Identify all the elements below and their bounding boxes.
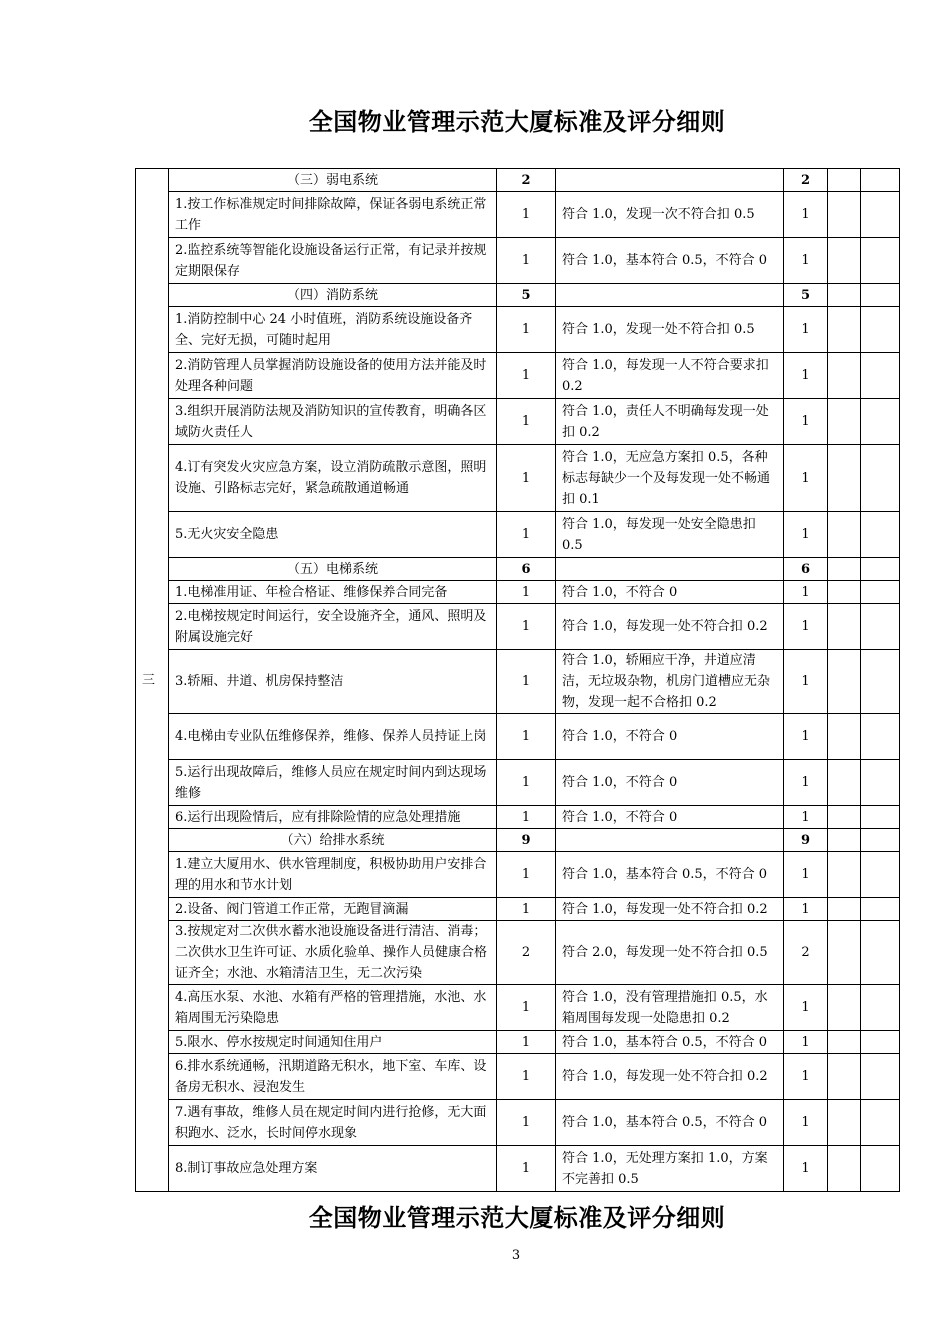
criteria-text: 符合 1.0，不符合 0 — [556, 806, 784, 829]
category-title: （三）弱电系统 — [169, 169, 497, 192]
item-points: 1 — [497, 760, 556, 806]
item-points: 1 — [497, 581, 556, 604]
table-row — [136, 604, 900, 650]
item-text: 6.排水系统通畅，汛期道路无积水，地下室、车库、设备房无积水、浸泡发生 — [169, 1054, 497, 1100]
blank-cell-1 — [828, 1031, 861, 1054]
category-points: 2 — [497, 169, 556, 192]
item-score: 1 — [784, 806, 828, 829]
table-row — [136, 852, 900, 898]
blank-cell-1 — [828, 307, 861, 353]
item-points: 1 — [497, 852, 556, 898]
blank-cell-1 — [828, 399, 861, 445]
blank-cell-2 — [861, 985, 900, 1031]
criteria-text: 符合 1.0，每发现一处不符合扣 0.2 — [556, 898, 784, 921]
criteria-text: 符合 1.0，每发现一处不符合扣 0.2 — [556, 604, 784, 650]
item-score: 1 — [784, 192, 828, 238]
section-header-row — [136, 169, 900, 192]
item-score: 1 — [784, 353, 828, 399]
blank-cell-2 — [861, 1054, 900, 1100]
blank-cell-1 — [828, 650, 861, 714]
item-points: 2 — [497, 921, 556, 985]
table-row — [136, 581, 900, 604]
criteria-cell — [556, 829, 784, 852]
table-row — [136, 307, 900, 353]
item-text: 2.监控系统等智能化设施设备运行正常，有记录并按规定期限保存 — [169, 238, 497, 284]
table-row — [136, 1031, 900, 1054]
criteria-text: 符合 1.0，基本符合 0.5，不符合 0 — [556, 1031, 784, 1054]
blank-cell-1 — [828, 353, 861, 399]
criteria-text: 符合 1.0，没有管理措施扣 0.5，水箱周围每发现一处隐患扣 0.2 — [556, 985, 784, 1031]
table-row — [136, 921, 900, 985]
criteria-text: 符合 1.0，无处理方案扣 1.0，方案不完善扣 0.5 — [556, 1146, 784, 1192]
item-text: 1.按工作标准规定时间排除故障，保证各弱电系统正常工作 — [169, 192, 497, 238]
blank-cell-2 — [861, 650, 900, 714]
blank-cell-2 — [861, 284, 900, 307]
blank-cell-1 — [828, 558, 861, 581]
item-score: 1 — [784, 445, 828, 512]
criteria-text: 符合 1.0，基本符合 0.5，不符合 0 — [556, 238, 784, 284]
criteria-text: 符合 1.0，每发现一人不符合要求扣 0.2 — [556, 353, 784, 399]
item-score: 1 — [784, 512, 828, 558]
item-score: 1 — [784, 852, 828, 898]
criteria-text: 符合 1.0，轿厢应干净，井道应清洁，无垃圾杂物，机房门道槽应无杂物，发现一起不合格扣 0.2 — [556, 650, 784, 714]
blank-cell-1 — [828, 898, 861, 921]
item-text: 1.建立大厦用水、供水管理制度，积极协助用户安排合理的用水和节水计划 — [169, 852, 497, 898]
blank-cell-1 — [828, 1054, 861, 1100]
blank-cell-2 — [861, 512, 900, 558]
table-row — [136, 760, 900, 806]
criteria-text: 符合 2.0，每发现一处不符合扣 0.5 — [556, 921, 784, 985]
item-points: 1 — [497, 307, 556, 353]
category-title: （四）消防系统 — [169, 284, 497, 307]
blank-cell-1 — [828, 1100, 861, 1146]
item-points: 1 — [497, 238, 556, 284]
blank-cell-2 — [861, 238, 900, 284]
item-text: 8.制订事故应急处理方案 — [169, 1146, 497, 1192]
item-text: 3.按规定对二次供水蓄水池设施设备进行清洁、消毒；二次供水卫生许可证、水质化验单、操作人员健康合格证齐全；水池、水箱清洁卫生，无二次污染 — [169, 921, 497, 985]
blank-cell-2 — [861, 714, 900, 760]
blank-cell-2 — [861, 169, 900, 192]
item-score: 1 — [784, 714, 828, 760]
criteria-cell — [556, 284, 784, 307]
blank-cell-2 — [861, 353, 900, 399]
item-points: 1 — [497, 445, 556, 512]
item-score: 1 — [784, 604, 828, 650]
item-text: 3.组织开展消防法规及消防知识的宣传教育，明确各区域防火责任人 — [169, 399, 497, 445]
item-text: 3.轿厢、井道、机房保持整洁 — [169, 650, 497, 714]
table-row — [136, 353, 900, 399]
category-score: 2 — [784, 169, 828, 192]
item-points: 1 — [497, 604, 556, 650]
item-text: 1.电梯准用证、年检合格证、维修保养合同完备 — [169, 581, 497, 604]
blank-cell-1 — [828, 238, 861, 284]
item-points: 1 — [497, 806, 556, 829]
item-text: 2.电梯按规定时间运行，安全设施齐全，通风、照明及附属设施完好 — [169, 604, 497, 650]
blank-cell-1 — [828, 714, 861, 760]
blank-cell-2 — [861, 399, 900, 445]
item-score: 1 — [784, 760, 828, 806]
item-score: 1 — [784, 650, 828, 714]
table-row — [136, 806, 900, 829]
criteria-cell — [556, 169, 784, 192]
blank-cell-1 — [828, 169, 861, 192]
criteria-text: 符合 1.0，不符合 0 — [556, 581, 784, 604]
category-score: 6 — [784, 558, 828, 581]
blank-cell-2 — [861, 581, 900, 604]
section-header-row — [136, 284, 900, 307]
table-row — [136, 238, 900, 284]
blank-cell-1 — [828, 192, 861, 238]
blank-cell-1 — [828, 581, 861, 604]
table-row — [136, 714, 900, 760]
table-row — [136, 650, 900, 714]
table-row — [136, 445, 900, 512]
blank-cell-1 — [828, 760, 861, 806]
table-row — [136, 1054, 900, 1100]
table-row — [136, 192, 900, 238]
blank-cell-2 — [861, 307, 900, 353]
criteria-text: 符合 1.0，每发现一处安全隐患扣 0.5 — [556, 512, 784, 558]
criteria-text: 符合 1.0，发现一处不符合扣 0.5 — [556, 307, 784, 353]
section-header-row — [136, 829, 900, 852]
category-points: 9 — [497, 829, 556, 852]
blank-cell-2 — [861, 1100, 900, 1146]
blank-cell-2 — [861, 604, 900, 650]
blank-cell-2 — [861, 445, 900, 512]
item-points: 1 — [497, 898, 556, 921]
scoring-table — [135, 168, 900, 1192]
blank-cell-1 — [828, 284, 861, 307]
item-score: 1 — [784, 307, 828, 353]
page-number: 3 — [511, 1248, 521, 1263]
blank-cell-1 — [828, 604, 861, 650]
item-points: 1 — [497, 353, 556, 399]
table-row — [136, 1100, 900, 1146]
blank-cell-1 — [828, 985, 861, 1031]
item-points: 1 — [497, 1146, 556, 1192]
item-text: 5.运行出现故障后，维修人员应在规定时间内到达现场维修 — [169, 760, 497, 806]
blank-cell-2 — [861, 192, 900, 238]
blank-cell-1 — [828, 512, 861, 558]
category-points: 6 — [497, 558, 556, 581]
page-title: 全国物业管理示范大厦标准及评分细则 — [308, 108, 726, 136]
item-points: 1 — [497, 1100, 556, 1146]
item-text: 5.限水、停水按规定时间通知住用户 — [169, 1031, 497, 1054]
category-title: （六）给排水系统 — [169, 829, 497, 852]
item-points: 1 — [497, 192, 556, 238]
criteria-text: 符合 1.0，发现一次不符合扣 0.5 — [556, 192, 784, 238]
section-number: 三 — [136, 169, 169, 1192]
item-text: 5.无火灾安全隐患 — [169, 512, 497, 558]
criteria-text: 符合 1.0，责任人不明确每发现一处扣 0.2 — [556, 399, 784, 445]
blank-cell-2 — [861, 898, 900, 921]
item-points: 1 — [497, 399, 556, 445]
blank-cell-2 — [861, 806, 900, 829]
item-text: 7.遇有事故，维修人员在规定时间内进行抢修，无大面积跑水、泛水，长时间停水现象 — [169, 1100, 497, 1146]
criteria-cell — [556, 558, 784, 581]
criteria-text: 符合 1.0，每发现一处不符合扣 0.2 — [556, 1054, 784, 1100]
blank-cell-2 — [861, 1146, 900, 1192]
item-score: 1 — [784, 1146, 828, 1192]
category-score: 5 — [784, 284, 828, 307]
item-text: 2.设备、阀门管道工作正常，无跑冒滴漏 — [169, 898, 497, 921]
item-text: 4.订有突发火灾应急方案，设立消防疏散示意图，照明设施、引路标志完好，紧急疏散通道畅通 — [169, 445, 497, 512]
item-text: 4.电梯由专业队伍维修保养，维修、保养人员持证上岗 — [169, 714, 497, 760]
item-score: 1 — [784, 1100, 828, 1146]
item-text: 2.消防管理人员掌握消防设施设备的使用方法并能及时处理各种问题 — [169, 353, 497, 399]
blank-cell-1 — [828, 829, 861, 852]
item-score: 1 — [784, 238, 828, 284]
item-points: 1 — [497, 650, 556, 714]
footer-title: 全国物业管理示范大厦标准及评分细则 — [308, 1204, 726, 1232]
item-score: 1 — [784, 1054, 828, 1100]
item-score: 1 — [784, 1031, 828, 1054]
category-score: 9 — [784, 829, 828, 852]
blank-cell-2 — [861, 1031, 900, 1054]
table-row — [136, 898, 900, 921]
criteria-text: 符合 1.0，不符合 0 — [556, 714, 784, 760]
item-text: 6.运行出现险情后，应有排除险情的应急处理措施 — [169, 806, 497, 829]
item-score: 1 — [784, 898, 828, 921]
blank-cell-2 — [861, 921, 900, 985]
item-score: 2 — [784, 921, 828, 985]
table-row — [136, 512, 900, 558]
table-row — [136, 399, 900, 445]
category-title: （五）电梯系统 — [169, 558, 497, 581]
blank-cell-1 — [828, 806, 861, 829]
item-score: 1 — [784, 399, 828, 445]
blank-cell-2 — [861, 829, 900, 852]
section-header-row — [136, 558, 900, 581]
item-points: 1 — [497, 1031, 556, 1054]
blank-cell-1 — [828, 852, 861, 898]
blank-cell-2 — [861, 852, 900, 898]
category-points: 5 — [497, 284, 556, 307]
item-points: 1 — [497, 714, 556, 760]
item-points: 1 — [497, 985, 556, 1031]
item-score: 1 — [784, 985, 828, 1031]
criteria-text: 符合 1.0，基本符合 0.5，不符合 0 — [556, 1100, 784, 1146]
criteria-text: 符合 1.0，不符合 0 — [556, 760, 784, 806]
blank-cell-1 — [828, 921, 861, 985]
table-row — [136, 1146, 900, 1192]
blank-cell-2 — [861, 558, 900, 581]
table-row — [136, 985, 900, 1031]
item-score: 1 — [784, 581, 828, 604]
blank-cell-1 — [828, 1146, 861, 1192]
item-text: 1.消防控制中心 24 小时值班，消防系统设施设备齐全、完好无损，可随时起用 — [169, 307, 497, 353]
blank-cell-1 — [828, 445, 861, 512]
blank-cell-2 — [861, 760, 900, 806]
criteria-text: 符合 1.0，基本符合 0.5，不符合 0 — [556, 852, 784, 898]
criteria-text: 符合 1.0，无应急方案扣 0.5，各种标志每缺少一个及每发现一处不畅通扣 0.1 — [556, 445, 784, 512]
item-points: 1 — [497, 512, 556, 558]
item-points: 1 — [497, 1054, 556, 1100]
item-text: 4.高压水泵、水池、水箱有严格的管理措施，水池、水箱周围无污染隐患 — [169, 985, 497, 1031]
